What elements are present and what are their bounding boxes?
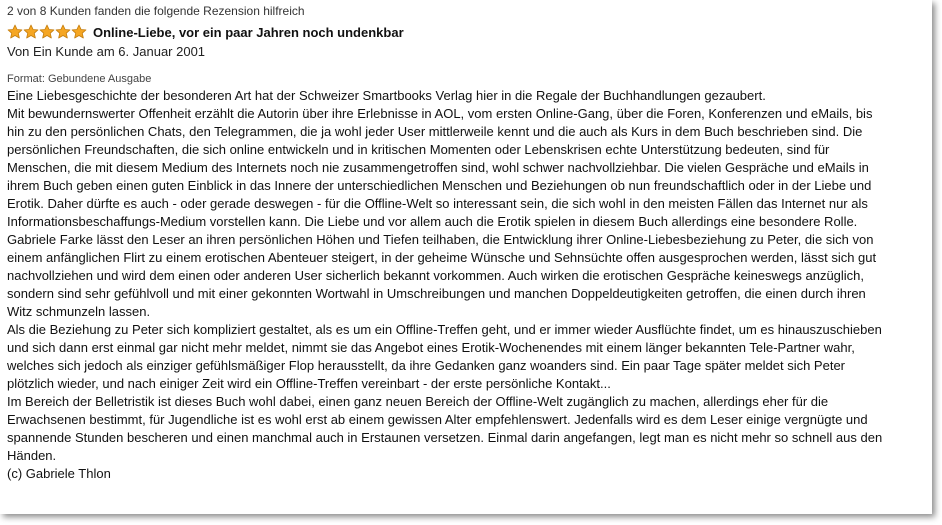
star-icon (71, 24, 87, 40)
helpful-votes-text: 2 von 8 Kunden fanden die folgende Rezension hilfreich (7, 4, 305, 18)
review-title-link[interactable]: Online-Liebe, vor ein paar Jahren noch undenkbar (93, 24, 404, 40)
star-rating (7, 24, 87, 40)
star-icon (39, 24, 55, 40)
review-body (7, 87, 887, 483)
review-paragraph: Als die Beziehung zu Peter sich kompliziert gestaltet, als es um ein Offline-Treffen geht, und er immer wieder Ausflüchte findet, um es hinauszuschieben und sich dann erst einmal gar nicht mehr meldet, nimmt sie das Angebot eines Erotik-Wochenendes mit einem länger bekannten Tele-Partner wahr, welches sich jedoch als einziger gefühlsmäßiger Flop herausstellt, da ihre Gedanken ganz woanders sind. Ein paar Tage später meldet sich Peter plötzlich wieder, und nach einiger Zeit wird ein Offline-Treffen vereinbart - der erste persönliche Kontakt... (7, 322, 882, 391)
review-signature: (c) Gabriele Thlon (7, 466, 111, 481)
review-header (7, 21, 887, 43)
star-icon (55, 24, 71, 40)
review-paragraph: Im Bereich der Belletristik ist dieses Buch wohl dabei, einen ganz neuen Bereich der Offline-Welt zugänglich zu machen, allerdings eher für die Erwachsenen bestimmt, für Jugendliche ist es wohl erst ab einem gewissen Alter empfehlenswert. Jedenfalls wird es dem Leser einige vergnügte und spannende Stunden bescheren und einen manchmal auch in Erstaunen versetzen. Einmal darin angefangen, legt man es nicht mehr so schnell aus den Händen. (7, 394, 883, 463)
review-paragraph: Eine Liebesgeschichte der besonderen Art hat der Schweizer Smartbooks Verlag hier in die Regale der Buchhandlungen gezaubert. (7, 88, 766, 103)
review-byline: Von Ein Kunde am 6. Januar 2001 (7, 44, 206, 59)
customer-review (7, 4, 887, 483)
review-paragraph: Mit bewundernswerter Offenheit erzählt die Autorin über ihre Erlebnisse in AOL, vom ersten Online-Gang, über die Foren, Konferenzen und eMails, bis hin zu den persönlichen Chats, den Telegrammen, die ja wohl jeder User mittlerweile kennt und die auch als Kurs in dem Buch beschrieben sind. Die persönlichen Freundschaften, die sich online entwickeln und in kritischen Momenten oder Lebenskrisen echte Unterstützung bedeuten, sind für Menschen, die mit diesem Medium des Internets noch nie zusammengetroffen sind, wohl schwer nachvollziehbar. Die vielen Gespräche und eMails in ihrem Buch geben einen guten Einblick in das Innere der unterschiedlichen Menschen und Beziehungen ob nun freundschaftlich oder in der Liebe und Erotik. Daher dürfte es auch - oder gerade deswegen - für die Offline-Welt so interessant sein, die sich wohl in den meisten Fällen das Internet nur als Informationsbeschaffungs-Medium vorstellen kann. Die Liebe und vor allem auch die Erotik spielen in diesem Buch allerdings eine besondere Rolle. Gabriele Farke lässt den Leser an ihren persönlichen Höhen und Tiefen teilhaben, die Entwicklung ihrer Online-Liebesbeziehung zu Peter, die sich von einem anfänglichen Flirt zu einem erotischen Abenteuer steigert, in der geheime Wünsche und Sehnsüchte offen ausgesprochen werden, lässt sich gut nachvollziehen und wird dem einen oder anderen User sicherlich bekannt vorkommen. Auch wirken die erotischen Gespräche keineswegs anzüglich, sondern sind sehr gefühlvoll und mit einer gekonnten Wortwahl in Umschreibungen und manchen Doppeldeutigkeiten getroffen, die einen durch ihren Witz schmunzeln lassen. (7, 106, 877, 319)
star-icon (23, 24, 39, 40)
review-format: Format: Gebundene Ausgabe (7, 73, 152, 85)
star-icon (7, 24, 23, 40)
